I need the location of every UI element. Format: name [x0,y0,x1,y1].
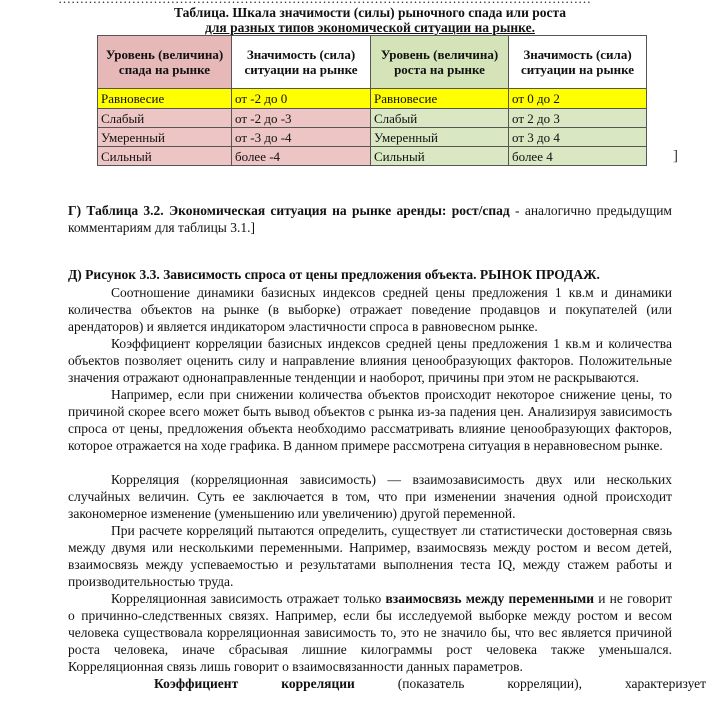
item-g-rest: - аналогично предыдущим комментариям для таблицы 3.1. [68,203,672,235]
word: Коэффициент [154,676,239,691]
word: характеризует [624,676,707,691]
body-text [68,284,707,692]
paragraph: Соотношение динамики базисных индексов средней цены предложения 1 кв.м и динамики количества объектов на рынке (в выборке) отражает поведение продавцов и покупателей (или арендаторов) и является индикатором эластичности спроса в равновесном рынке. [68,285,672,334]
table-cell: Слабый [98,109,232,128]
header-fall-level: Уровень (величина) спада на рынке [98,36,232,89]
item-d-title: Рисунок 3.3. Зависимость спроса от цены предложения объекта. РЫНОК ПРОДАЖ. [85,267,600,282]
item-g-title: Таблица 3.2. Экономическая ситуация на рынке аренды: рост/спад [86,203,510,218]
word: корреляции [281,676,355,691]
table-cell: Умеренный [371,128,509,147]
table-cell: более 4 [509,147,647,166]
word: корреляции), [507,676,582,691]
table-row [98,89,647,109]
table-row [98,147,647,166]
item-g-prefix: Г) [68,203,82,218]
paragraph: Коэффициент корреляции базисных индексов средней цены предложения 1 кв.м и количества объектов позволяет оценить силу и направление влияния ценообразующих факторов. Положительные значения отражают однонаправленные тенденции и наоборот, причины при этом не раскрываются. [68,336,672,385]
header-fall-significance: Значимость (сила) ситуации на рынке [232,36,371,89]
table-cell: от -3 до -4 [232,128,371,147]
table-caption-line2: для разных типов экономической ситуации на рынке. [205,20,535,35]
table-cell: Равновесие [371,89,509,109]
table-cell: от 0 до 2 [509,89,647,109]
table-cell: более -4 [232,147,371,166]
paragraph: При расчете корреляций пытаются определить, существует ли статистически достоверная связь между двумя или несколькими переменными. Например, взаимосвязь между ростом и весом детей, взаимосвязь между успеваемостью и результатами выполнения теста IQ, между стажем работы и производительностью труда. [68,523,672,589]
paragraph: Корреляция (корреляционная зависимость) — взаимозависимость двух или нескольких случайных величин. Суть ее заключается в том, что при изменении значения одной происходит закономерное изменение (уменьшению или увеличению) другой переменной. [68,472,672,521]
table-caption-line1: Таблица. Шкала значимости (силы) рыночного спада или роста [173,5,567,20]
item-d-prefix: Д) [68,267,82,282]
word: (показатель [397,676,465,691]
paragraph-emphasis [68,590,672,675]
table-row [98,128,647,147]
item-d-heading [68,266,672,283]
emph-after: и не говорит о причинно-следственных связях. Например, если бы исследуемой выборке между ростом и весом человека существовала корреляционная зависимость то, это не значило бы, что вес является причиной роста человека, иначе сбрасывая лишние килограммы рост человека также уменьшался. Корреляционная связь лишь говорит о взаимосвязанности данных параметров. [68,591,672,674]
paragraph: Например, если при снижении количества объектов происходит некоторое снижение цены, то причиной скорее всего может быть вывод объектов с рынка из-за падения цен. Анализируя зависимость спроса от цены, предложения объекта необходимо рассматривать влияние ценообразующих факторов, которое отражается на ходе графика. В данном примере рассмотрена ситуация в неравновесном рынке. [68,387,672,453]
table-row [98,109,647,128]
table-cell: Равновесие [98,89,232,109]
significance-scale-table [97,35,647,166]
table-cell: Сильный [98,147,232,166]
item-g-paragraph [68,202,672,236]
header-rise-level: Уровень (величина) роста на рынке [371,36,509,89]
table-cell: Слабый [371,109,509,128]
paragraph-last-line [68,675,707,692]
emph-before: Корреляционная зависимость отражает только [111,591,386,606]
table-cell: от -2 до -3 [232,109,371,128]
table-cell: Сильный [371,147,509,166]
emph-bold: взаимосвязь между переменными [385,591,594,606]
table-header-row [98,36,647,89]
bracket-mark: ] [673,148,678,164]
table-cell: Умеренный [98,128,232,147]
header-rise-significance: Значимость (сила) ситуации на рынке [509,36,647,89]
table-cell: от 2 до 3 [509,109,647,128]
table-cell: от 3 до 4 [509,128,647,147]
table-cell: от -2 до 0 [232,89,371,109]
bracket-mark: ] [250,220,255,235]
